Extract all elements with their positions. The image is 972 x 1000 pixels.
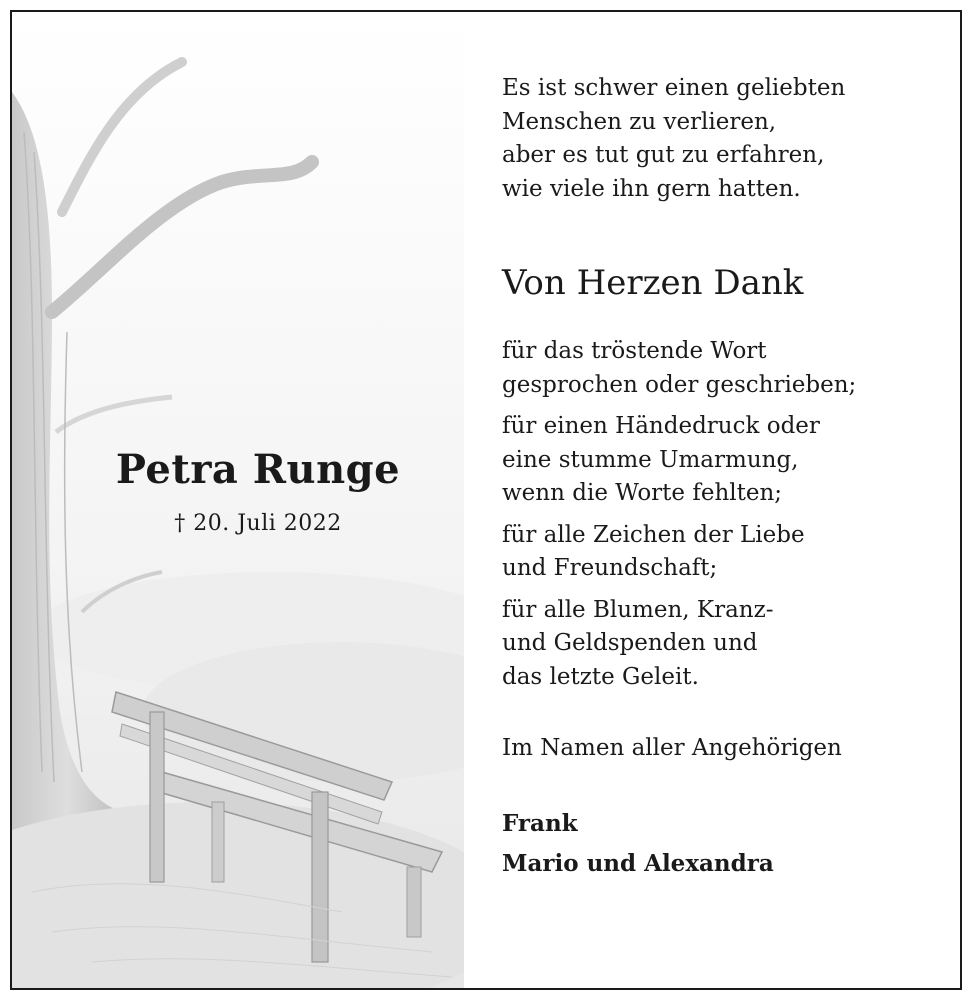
gratitude-line: und Freundschaft; [502,555,718,581]
death-date: † 20. Juli 2022 [174,511,342,536]
deceased-block [52,444,464,538]
gratitude-line: das letzte Geleit. [502,663,699,690]
thanks-heading: Von Herzen Dank [502,263,804,303]
gratitude-line: für einen Händedruck oder [502,413,820,439]
poem-line: wie viele ihn gern hatten. [502,175,801,202]
gratitude-paragraph [502,335,942,402]
poem [502,72,942,206]
poem-line: Es ist schwer einen geliebten [502,75,846,101]
gratitude-line: eine stumme Umarmung, [502,446,799,473]
closing-line: Im Namen aller Angehörigen [502,735,842,761]
signature-line: Mario und Alexandra [502,849,774,877]
gratitude-line: wenn die Worte fehlten; [502,480,783,506]
message-column [502,72,942,884]
gratitude-paragraph [502,594,942,695]
gratitude-line: für das tröstende Wort [502,338,767,364]
poem-line: aber es tut gut zu erfahren, [502,142,825,168]
gratitude-paragraph [502,519,942,586]
signature-line: Frank [502,809,578,837]
gratitude-line: und Geldspenden und [502,630,758,656]
poem-line: Menschen zu verlieren, [502,108,777,135]
gratitude-line: für alle Blumen, Kranz- [502,596,774,623]
deceased-name: Petra Runge [115,446,401,493]
obituary-frame [10,10,962,990]
gratitude-paragraph [502,410,942,511]
gratitude-line: gesprochen oder geschrieben; [502,371,857,398]
gratitude-line: für alle Zeichen der Liebe [502,521,805,548]
